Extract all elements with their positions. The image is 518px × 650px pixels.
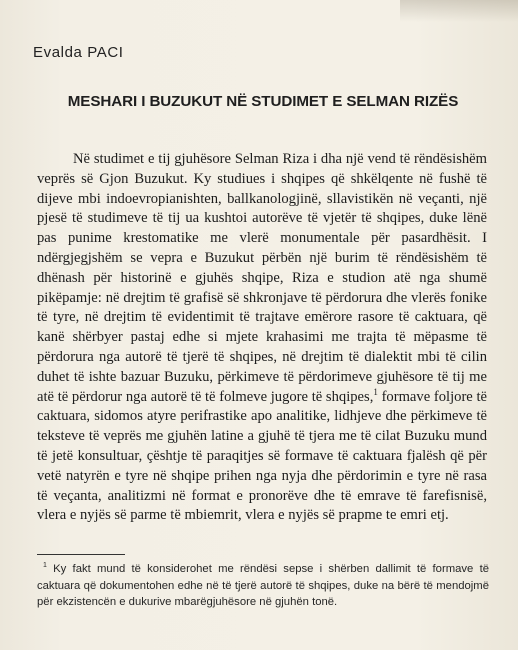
footnote-marker: 1	[43, 562, 47, 570]
footnote-text: Ky fakt mund të konsiderohet me rëndësi sepse i shërben dallimit të formave të caktuara që dokumentohen edhe në të tjerë autorë të shqipes, duke na bërë të mendojmë për ekzistencën e dukurive mbarëgjuhësore në gjuhën tonë.	[37, 563, 489, 608]
scan-shadow	[400, 0, 518, 22]
paragraph-text-part-2: formave foljore të caktuara, sidomos atyre perifrastike apo analitike, lidhjeve dhe përkimeve të teksteve të veprës me gjuhën latine a gjuhë të tjera me të cilat Buzuku mund të jetë konsultuar, çështje të paraqitjes së formave të caktuara fjalësh që për vetë natyrën e tyre në shqipe prihen nga nyja dhe përdorimin e tyre në rasa të veçanta, analitizmi në format e pronorëve dhe të emrave të farefisnisë, vlera e nyjës së parme të mbiemrit, vlera e nyjës së prapme te emri etj.	[37, 388, 488, 524]
article-paragraph	[37, 150, 487, 526]
paragraph-text-part-1: Në studimet e tij gjuhësore Selman Riza i dha një vend të rëndësishëm veprës së Gjon Buzukut. Ky studiues i shqipes që shkëlqente në fushë të dijeve mbi indoevropianishten, ballkanologjinë, sllavistikën në veçanti, një pjesë të studimeve të tij ua kushtoi autorëve të vjetër të shqipes, duke lënë pas punime krestomatike me vlerë monumentale për pasardhësit. I ndërgjegjshëm se vepra e Buzukut përbën një burim të rëndësishëm të dhënash për historinë e gjuhës shqipe, Riza e studion atë nga shumë pikëpamje: në drejtim të grafisë së shkronjave të përdorura dhe vlerës fonike të tyre, në drejtim të evidentimit të trajtave emërore rasore të caktuara, që kanë shërbyer pastaj edhe si mjete krahasimi me trajta të mëpasme të përdorura nga autorë të tjerë të shqipes, në drejtim të dialektit mbi të cilin duhet të ishte bazuar Buzuku, përkimeve të përdorimeve gjuhësore të tij me atë të përdorur nga autorë të tё folmeve jugore të shqipes,	[37, 151, 487, 405]
author-name: Evalda PACI	[33, 44, 124, 61]
footnote	[37, 561, 489, 611]
footnote-reference[interactable]: 1	[373, 386, 378, 397]
footnote-divider	[37, 554, 125, 555]
article-title: MESHARI I BUZUKUT NË STUDIMET E SELMAN RIZËS	[67, 93, 459, 110]
